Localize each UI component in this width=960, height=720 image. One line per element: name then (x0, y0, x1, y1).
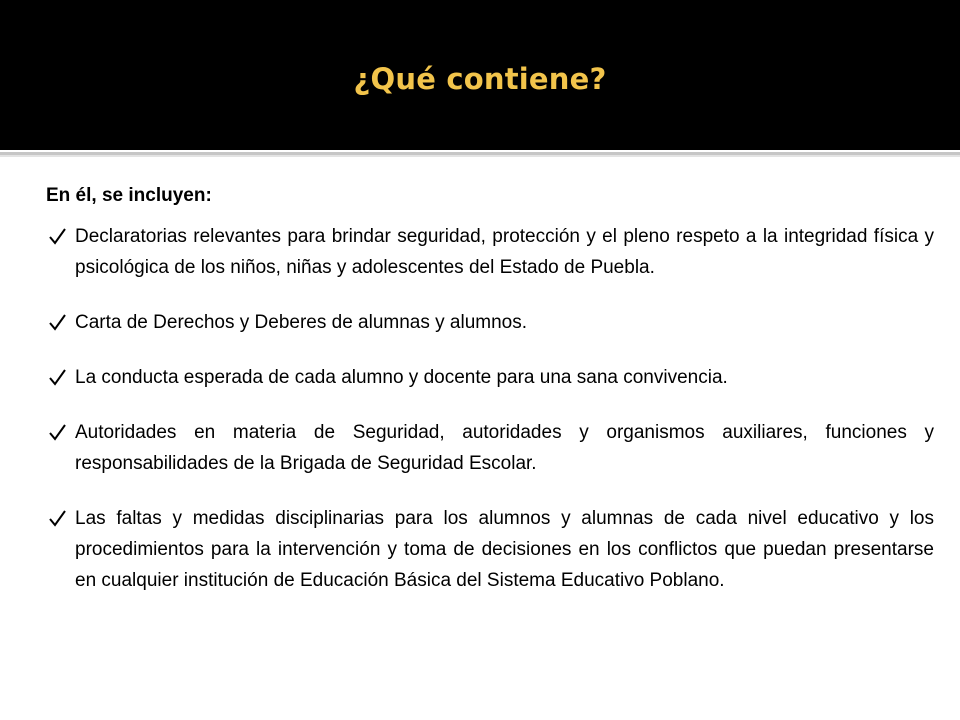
list-item (46, 221, 934, 283)
list-item-text: Declaratorias relevantes para brindar seguridad, protección y el pleno respeto a la integridad física y psicológica de los niños, niñas y adolescentes del Estado de Puebla. (75, 226, 934, 278)
list-item (46, 362, 934, 393)
list-item-text: Autoridades en materia de Seguridad, autoridades y organismos auxiliares, funciones y responsabilidades de la Brigada de Seguridad Escolar. (75, 422, 934, 474)
check-mark-icon (48, 503, 68, 534)
list-item (46, 417, 934, 479)
check-mark-icon (48, 417, 68, 448)
list-item (46, 307, 934, 338)
title-divider (0, 150, 960, 160)
check-mark-icon (48, 221, 68, 252)
check-mark-icon (48, 362, 68, 393)
slide-title: ¿Qué contiene? (353, 62, 607, 96)
list-item (46, 503, 934, 596)
list-item-text: Carta de Derechos y Deberes de alumnas y alumnos. (75, 312, 528, 333)
list-item-text: Las faltas y medidas disciplinarias para los alumnos y alumnas de cada nivel educativo y los procedimientos para la intervención y toma de decisiones en los conflictos que puedan presentarse en cualquier institución de Educación Básica del Sistema Educativo Poblano. (75, 508, 934, 591)
list-item-text: La conducta esperada de cada alumno y docente para una sana convivencia. (75, 367, 728, 388)
slide-body (46, 180, 934, 620)
check-mark-icon (48, 307, 68, 338)
title-banner (0, 0, 960, 150)
bullet-list (46, 221, 934, 596)
intro-text: En él, se incluyen: (46, 185, 212, 206)
